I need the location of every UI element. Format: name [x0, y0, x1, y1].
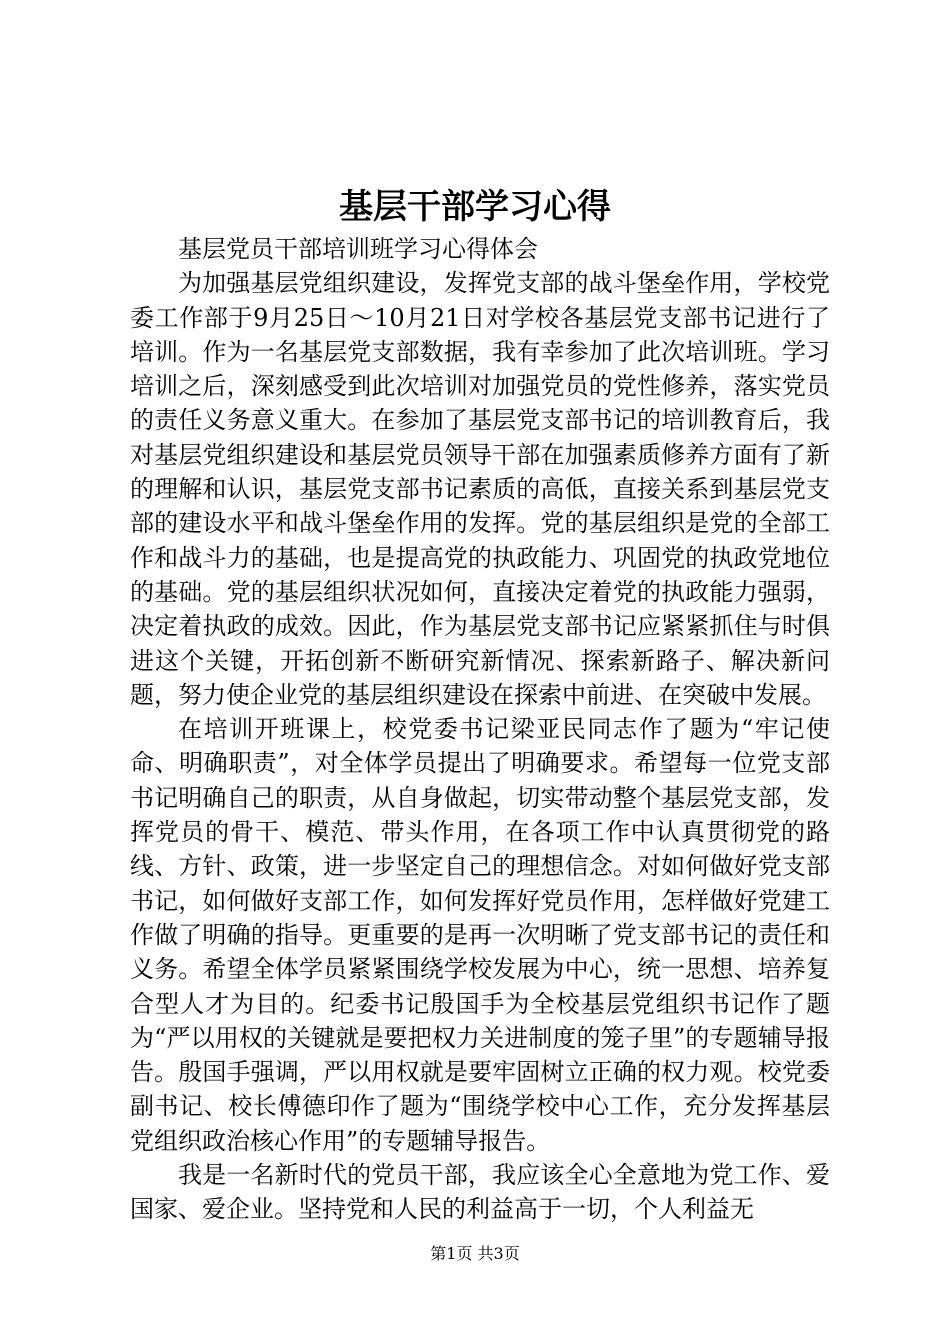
document-title: 基层干部学习心得	[339, 187, 611, 227]
body-paragraph: 在培训开班课上，校党委书记梁亚民同志作了题为“牢记使命、明确职责”，对全体学员提出了明确要求。希望每一位党支部书记明确自己的职责，从自身做起，切实带动整个基层党支部，发挥党员的骨干、模范、带头作用，在各项工作中认真贯彻党的路线、方针、政策，进一步坚定自己的理想信念。对如何做好党支部书记，如何做好支部工作，如何发挥好党员作用，怎样做好党建工作做了明确的指导。更重要的是再一次明晰了党支部书记的责任和义务。希望全体学员紧紧围绕学校发展为中心，统一思想、培养复合型人才为目的。纪委书记殷国手为全校基层党组织书记作了题为“严以用权的关键就是要把权力关进制度的笼子里”的专题辅导报告。殷国手强调，严以用权就是要牢固树立正确的权力观。校党委副书记、校长傅德印作了题为“围绕学校中心工作，充分发挥基层党组织政治核心作用”的专题辅导报告。	[130, 715, 830, 1155]
body-paragraph: 我是一名新时代的党员干部，我应该全心全意地为党工作、爱国家、爱企业。坚持党和人民的利益高于一切，个人利益无	[130, 1161, 830, 1224]
page-number-footer: 第1页 共3页	[430, 1244, 520, 1263]
subtitle-paragraph: 基层党员干部培训班学习心得体会	[178, 235, 538, 263]
document-body	[130, 232, 830, 1227]
body-paragraph: 为加强基层党组织建设，发挥党支部的战斗堡垒作用，学校党委工作部于9月25日～10月21日对学校各基层党支部书记进行了培训。作为一名基层党支部数据，我有幸参加了此次培训班。学习培训之后，深刻感受到此次培训对加强党员的党性修养，落实党员的责任义务意义重大。在参加了基层党支部书记的培训教育后，我对基层党组织建设和基层党员领导干部在加强素质修养方面有了新的理解和认识，基层党支部书记素质的高低，直接关系到基层党支部的建设水平和战斗堡垒作用的发挥。党的基层组织是党的全部工作和战斗力的基础，也是提高党的执政能力、巩固党的执政党地位的基础。党的基层组织状况如何，直接决定着党的执政能力强弱，决定着执政的成效。因此，作为基层党支部书记应紧紧抓住与时俱进这个关键，开拓创新不断研究新情况、探索新路子、解决新问题，努力使企业党的基层组织建设在探索中前进、在突破中发展。	[130, 269, 830, 709]
